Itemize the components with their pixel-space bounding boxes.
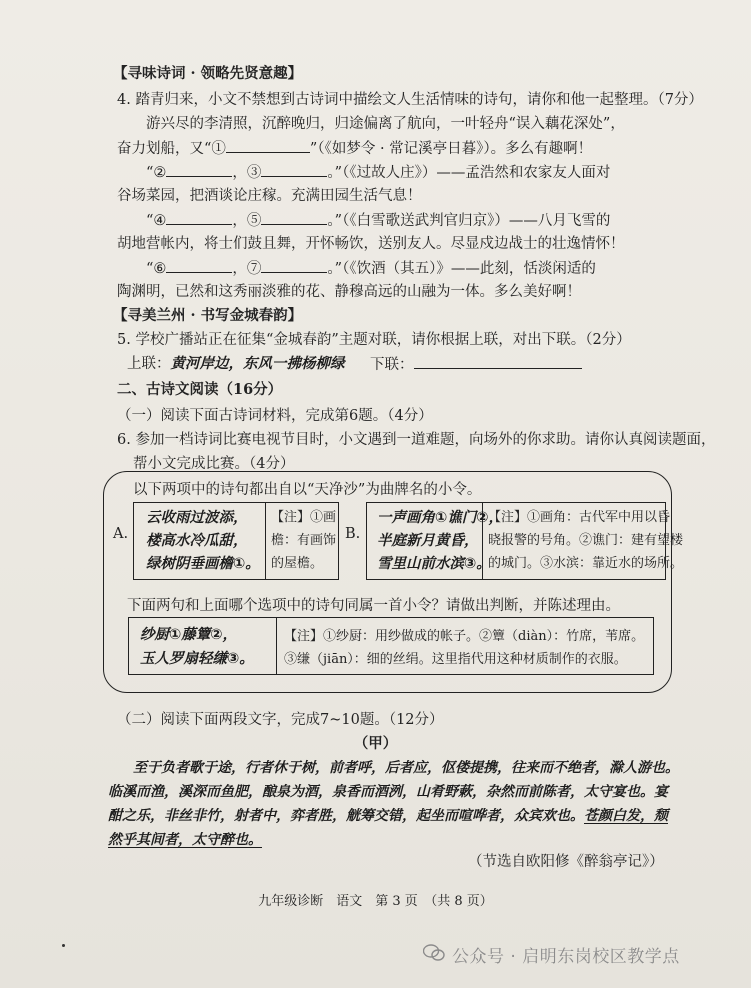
passage-jia-line4: 然乎其间者，太守醉也。 bbox=[108, 832, 262, 848]
option-b-note3: 的城门。③水滨：靠近水的场所。 bbox=[488, 556, 684, 571]
option-b-line1: 一声画角①谯门②， bbox=[377, 510, 504, 526]
q4-p3-line1: “④ ，⑤ 。”（《白雪歌送武判官归京》）——八月飞雪的 bbox=[146, 210, 610, 231]
sub1-title: （一）阅读下面古诗词材料，完成第6题。（4分） bbox=[117, 408, 433, 424]
option-a-line1: 云收雨过波添， bbox=[146, 510, 248, 526]
passage-jia-line3: 酣之乐，非丝非竹，射者中，弈者胜，觥筹交错，起坐而喧哗者，众宾欢也。苍颜白发，颓 bbox=[108, 808, 668, 824]
section-title-lanzhou: 【寻美兰州 · 书写金城春韵】 bbox=[113, 307, 303, 324]
passage-source: （节选自欧阳修《醉翁亭记》） bbox=[468, 854, 664, 870]
q6-extra-note1: 【注】①纱厨：用纱做成的帐子。②簟（diàn）：竹席，苇席。 bbox=[284, 629, 645, 644]
q4-p2-line1: “② ，③ 。”（《过故人庄》）——孟浩然和农家友人面对 bbox=[146, 162, 610, 183]
passage-jia-line2: 临溪而渔，溪深而鱼肥，酿泉为酒，泉香而酒洌，山肴野蔌，杂然而前陈者，太守宴也。宴 bbox=[108, 784, 668, 800]
watermark-text: 公众号 · 启明东岗校区教学点 bbox=[452, 947, 680, 967]
q6-stem-line2: 帮小文完成比赛。（4分） bbox=[133, 456, 295, 472]
q4-p3-line2: 胡地营帐内，将士们鼓且舞，开怀畅饮，送别友人。尽显戍边战士的壮逸情怀！ bbox=[117, 236, 625, 252]
q5-lower-couplet: 下联： bbox=[370, 354, 582, 375]
q4-stem: 4. 踏青归来，小文不禁想到古诗词中描绘文人生活情味的诗句，请你和他一起整理。（7分） bbox=[117, 92, 703, 108]
q5-upper-couplet: 上联：黄河岸边，东风一拂杨柳绿 bbox=[127, 356, 345, 372]
option-b-label: B. bbox=[345, 526, 361, 542]
q6-extra-note2: ③缣（jiān）：细的丝绢。这里指代用这种材质制作的衣服。 bbox=[284, 652, 627, 667]
option-a-note3: 的屋檐。 bbox=[271, 556, 324, 571]
option-a-note1: 【注】①画 bbox=[271, 510, 337, 525]
passage-jia-line1: 至于负者歌于途，行者休于树，前者呼，后者应，伛偻提携，往来而不绝者，滁人游也。 bbox=[133, 760, 679, 776]
answer-blank-5[interactable] bbox=[261, 210, 327, 225]
answer-blank-2[interactable] bbox=[166, 162, 232, 177]
q6-extra-line1: 纱厨①藤簟②， bbox=[140, 627, 238, 643]
option-b-line3: 雪里山前水滨③。 bbox=[377, 556, 491, 572]
q6-extra-line2: 玉人罗扇轻缣③。 bbox=[140, 651, 254, 667]
option-a-divider bbox=[265, 502, 266, 579]
answer-blank-4[interactable] bbox=[166, 210, 232, 225]
wechat-icon bbox=[423, 944, 445, 962]
part2-title: 二、古诗文阅读（16分） bbox=[117, 381, 283, 398]
option-a-line2: 楼高水冷瓜甜， bbox=[146, 533, 248, 549]
answer-blank-7[interactable] bbox=[261, 258, 327, 273]
q6-frame-intro: 以下两项中的诗句都出自以“天净沙”为曲牌名的小令。 bbox=[133, 482, 482, 498]
option-a-note2: 檐：有画饰 bbox=[271, 533, 337, 548]
option-a-line3: 绿树阴垂画檐①。 bbox=[146, 556, 260, 572]
q6-extra-divider bbox=[276, 617, 277, 674]
q6-stem-line1: 6. 参加一档诗词比赛电视节目时，小文遇到一道难题，向场外的你求助。请你认真阅读题面， bbox=[117, 432, 716, 448]
option-b-note2: 晓报警的号角。②谯门：建有望楼 bbox=[488, 533, 684, 548]
q4-p4-line2: 陶渊明，已然和这秀丽淡雅的花、静穆高远的山融为一体。多么美好啊！ bbox=[117, 284, 581, 300]
option-b-line2: 半庭新月黄昏， bbox=[377, 533, 479, 549]
answer-blank-3[interactable] bbox=[261, 162, 327, 177]
answer-blank-6[interactable] bbox=[166, 258, 232, 273]
q6-question: 下面两句和上面哪个选项中的诗句同属一首小令？请做出判断，并陈述理由。 bbox=[127, 598, 620, 614]
sub2-title: （二）阅读下面两段文字，完成7~10题。（12分） bbox=[117, 712, 444, 728]
q4-p1-line2: 奋力划船，又“① ”（《如梦令 · 常记溪亭日暮》）。多么有趣啊！ bbox=[117, 138, 592, 159]
answer-blank-1[interactable] bbox=[226, 138, 310, 153]
passage-jia-title: （甲） bbox=[353, 735, 398, 752]
section-title-poetry: 【寻味诗词 · 领略先贤意趣】 bbox=[113, 65, 303, 82]
q4-p1-line1: 游兴尽的李清照，沉醉晚归，归途偏离了航向，一叶轻舟“误入藕花深处”， bbox=[146, 116, 625, 132]
option-b-note1: 【注】①画角：古代军中用以昏 bbox=[488, 510, 671, 525]
q4-p4-line1: “⑥ ，⑦ 。”（《饮酒（其五）》——此刻，恬淡闲适的 bbox=[146, 258, 596, 279]
option-a-label: A. bbox=[113, 526, 129, 542]
answer-blank-couplet[interactable] bbox=[414, 354, 582, 369]
speck bbox=[62, 944, 65, 947]
q5-stem: 5. 学校广播站正在征集“金城春韵”主题对联，请你根据上联，对出下联。（2分） bbox=[117, 332, 631, 348]
page-footer: 九年级诊断 语文 第 3 页 （共 8 页） bbox=[258, 894, 493, 909]
q4-p2-line2: 谷场菜园，把酒谈论庄稼。充满田园生活气息！ bbox=[117, 188, 422, 204]
